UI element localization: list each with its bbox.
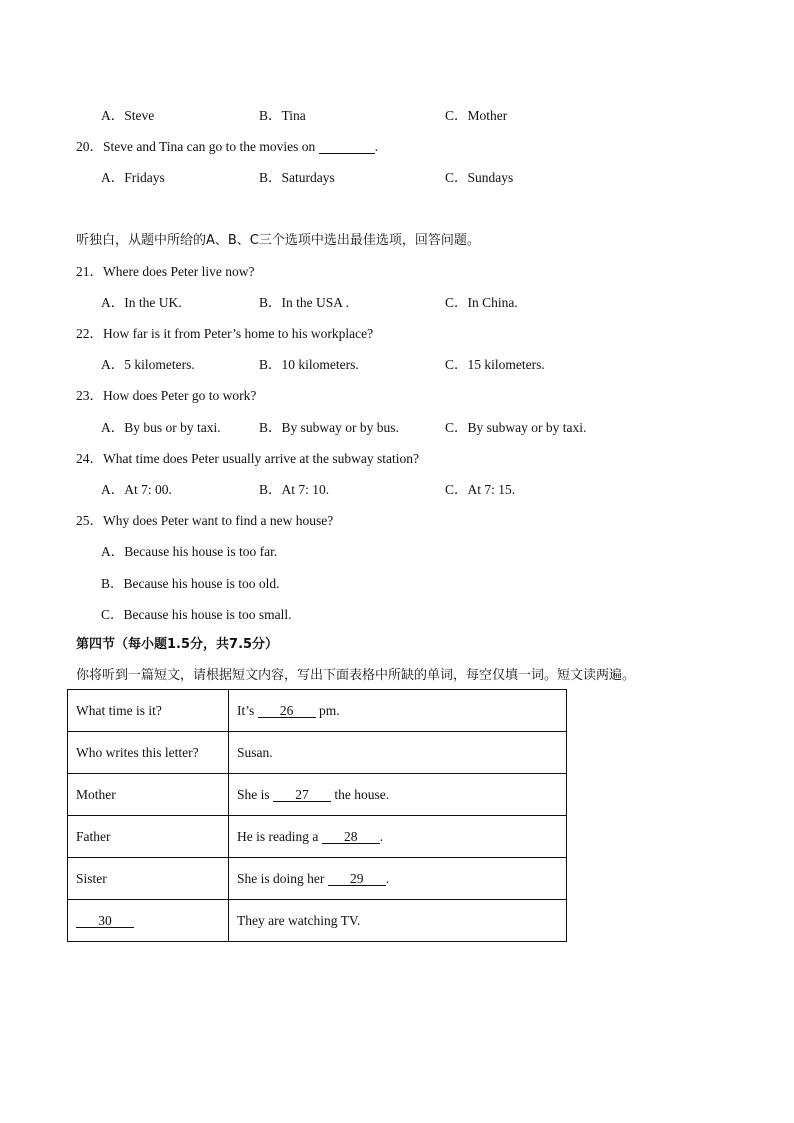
blank-26: 26 [258,704,316,718]
fill-in-table [67,689,567,942]
q22-option-b: B．10 kilometers. [259,357,359,372]
blank-27: 27 [273,788,331,802]
table-row [68,774,567,816]
table-cell-left: Sister [68,858,229,900]
q25-option-b: B．Because his house is too old. [101,576,280,591]
table-cell-left [68,900,229,942]
table-row [68,900,567,942]
q19-option-a: A．Steve [101,108,155,123]
q23-option-a: A．By bus or by taxi. [101,420,221,435]
q19-option-b: B．Tina [259,108,306,123]
table-cell-left: What time is it? [68,690,229,732]
table-cell-right: He is reading a 28 . [229,816,567,858]
table-cell-right: They are watching TV. [229,900,567,942]
q24-option-c: C．At 7: 15. [445,482,516,497]
q23-option-b: B．By subway or by bus. [259,420,399,435]
q21-option-b: B．In the USA . [259,295,350,310]
q22-option-a: A．5 kilometers. [101,357,195,372]
q25-option-c: C．Because his house is too small. [101,607,292,622]
blank-28: 28 [322,830,380,844]
section4-heading: 第四节（每小题1.5分，共7.5分） [76,637,279,652]
table-cell-left: Father [68,816,229,858]
section4-instruction: 你将听到一篇短文，请根据短文内容，写出下面表格中所缺的单词，每空仅填一词。短文读两遍。 [76,668,636,683]
q22-option-c: C．15 kilometers. [445,357,545,372]
table-cell-right: Susan. [229,732,567,774]
q24-stem: 24．What time does Peter usually arrive at the subway station? [76,451,420,466]
q20-option-a: A．Fridays [101,170,165,185]
q21-option-c: C．In China. [445,295,518,310]
q20-option-c: C．Sundays [445,170,514,185]
q24-option-b: B．At 7: 10. [259,482,330,497]
q25-option-a: A．Because his house is too far. [101,544,278,559]
q25-stem: 25．Why does Peter want to find a new house? [76,513,334,528]
monologue-instruction: 听独白，从题中所给的A、B、C三个选项中选出最佳选项，回答问题。 [76,233,480,248]
q20-option-b: B．Saturdays [259,170,335,185]
q21-option-a: A．In the UK. [101,295,182,310]
q23-option-c: C．By subway or by taxi. [445,420,587,435]
q21-stem: 21．Where does Peter live now? [76,264,255,279]
table-cell-right: She is doing her 29 . [229,858,567,900]
q20-blank [319,140,375,154]
table-cell-right: She is 27 the house. [229,774,567,816]
q24-option-a: A．At 7: 00. [101,482,172,497]
q20-stem: 20．Steve and Tina can go to the movies on . [76,139,378,154]
blank-29: 29 [328,872,386,886]
table-cell-right: It’s 26 pm. [229,690,567,732]
table-cell-left: Mother [68,774,229,816]
table-row [68,690,567,732]
q19-option-c: C．Mother [445,108,508,123]
q22-stem: 22．How far is it from Peter’s home to his workplace? [76,326,374,341]
table-cell-left: Who writes this letter? [68,732,229,774]
blank-30: 30 [76,914,134,928]
table-row [68,732,567,774]
table-row [68,858,567,900]
table-row [68,816,567,858]
q23-stem: 23．How does Peter go to work? [76,388,257,403]
